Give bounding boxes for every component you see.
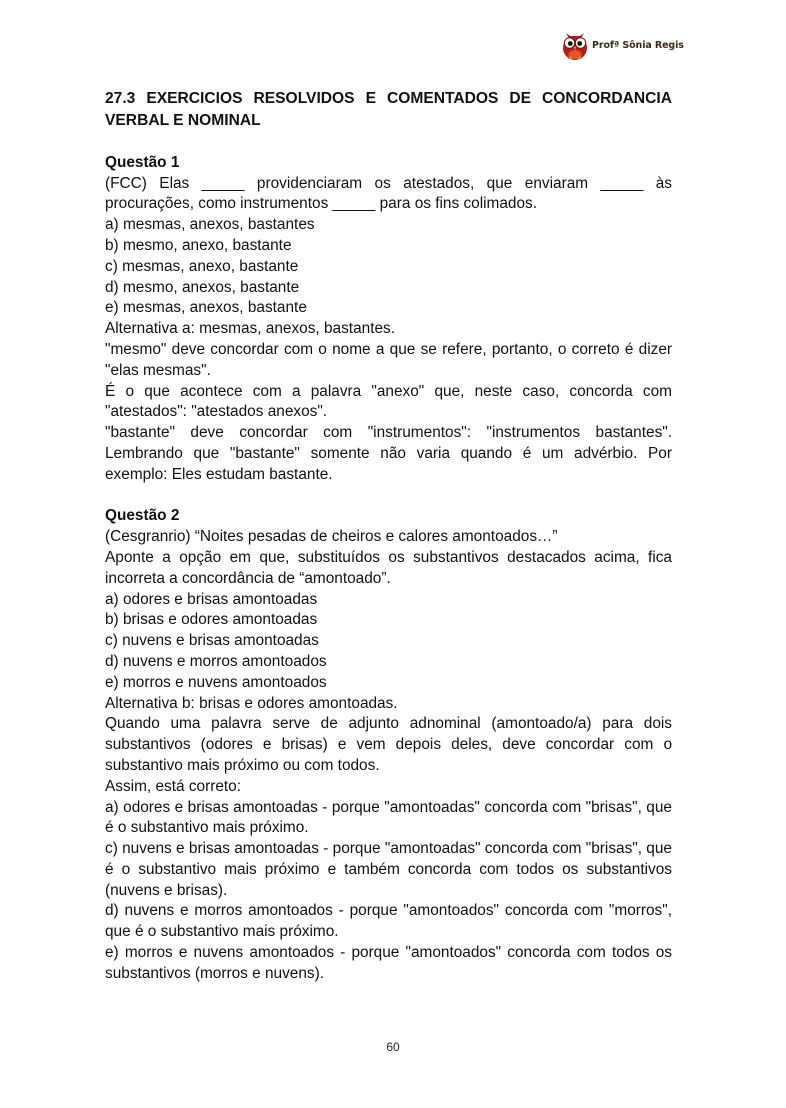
question-1-option-a: a) mesmas, anexos, bastantes	[105, 216, 315, 234]
header-logo	[560, 28, 684, 62]
owl-icon	[560, 29, 590, 61]
question-2-explanation: d) nuvens e morros amontoados - porque "amontoados" concorda com "morros", que é o substantivo mais próximo.	[105, 902, 672, 941]
question-2-answer: Alternativa b: brisas e odores amontoadas.	[105, 694, 398, 712]
question-1-explanation: É o que acontece com a palavra "anexo" que, neste caso, concorda com "atestados": "atestados anexos".	[105, 382, 672, 421]
question-2-option-d: d) nuvens e morros amontoados	[105, 652, 327, 670]
question-1-option-b: b) mesmo, anexo, bastante	[105, 236, 292, 254]
question-1-option-c: c) mesmas, anexo, bastante	[105, 257, 299, 275]
question-1-answer: Alternativa a: mesmas, anexos, bastantes.	[105, 320, 396, 338]
question-2-explanation: Quando uma palavra serve de adjunto adnominal (amontoado/a) para dois substantivos (odores e brisas) e vem depois deles, deve concordar com o substantivo mais próximo ou com todos.	[105, 715, 672, 774]
question-2-option-c: c) nuvens e brisas amontoadas	[105, 632, 319, 650]
question-1-option-d: d) mesmo, anexos, bastante	[105, 278, 300, 296]
question-2-explanation: Assim, está correto:	[105, 777, 241, 795]
question-2-text: Aponte a opção em que, substituídos os substantivos destacados acima, fica incorreta a concordância de “amontoado”.	[105, 548, 672, 587]
question-2-explanation: c) nuvens e brisas amontoadas - porque "amontoadas" concorda com "brisas", que é o substantivo mais próximo e também concorda com todos os substantivos (nuvens e brisas).	[105, 840, 672, 899]
question-1-explanation: "mesmo" deve concordar com o nome a que se refere, portanto, o correto é dizer "elas mesmas".	[105, 340, 672, 379]
section-heading: 27.3 EXERCICIOS RESOLVIDOS E COMENTADOS DE CONCORDANCIA VERBAL E NOMINAL	[105, 90, 672, 129]
question-1-title: Questão 1	[105, 153, 180, 171]
question-1-option-e: e) mesmas, anexos, bastante	[105, 299, 307, 317]
question-2-source: (Cesgranrio) “Noites pesadas de cheiros e calores amontoados…”	[105, 528, 558, 546]
question-2-explanation: a) odores e brisas amontoadas - porque "amontoadas" concorda com "brisas", que é o substantivo mais próximo.	[105, 798, 672, 837]
question-1-explanation: "bastante" deve concordar com "instrumentos": "instrumentos bastantes". Lembrando que "bastante" somente não varia quando é um advérbio. Por exemplo: Eles estudam bastante.	[105, 424, 672, 483]
logo-text: Profª Sônia Regis	[592, 39, 684, 51]
page-number: 60	[386, 1040, 400, 1054]
question-2-explanation: e) morros e nuvens amontoados - porque "amontoados" concorda com todos os substantivos (morros e nuvens).	[105, 944, 672, 982]
question-2-option-a: a) odores e brisas amontoadas	[105, 590, 318, 608]
question-1-text: (FCC) Elas _____ providenciaram os atestados, que enviaram _____ às procurações, como instrumentos _____ para os fins colimados.	[105, 174, 672, 213]
question-2-option-e: e) morros e nuvens amontoados	[105, 673, 327, 691]
question-2-option-b: b) brisas e odores amontoadas	[105, 611, 318, 629]
document-body	[105, 88, 672, 985]
question-2-title: Questão 2	[105, 507, 180, 525]
